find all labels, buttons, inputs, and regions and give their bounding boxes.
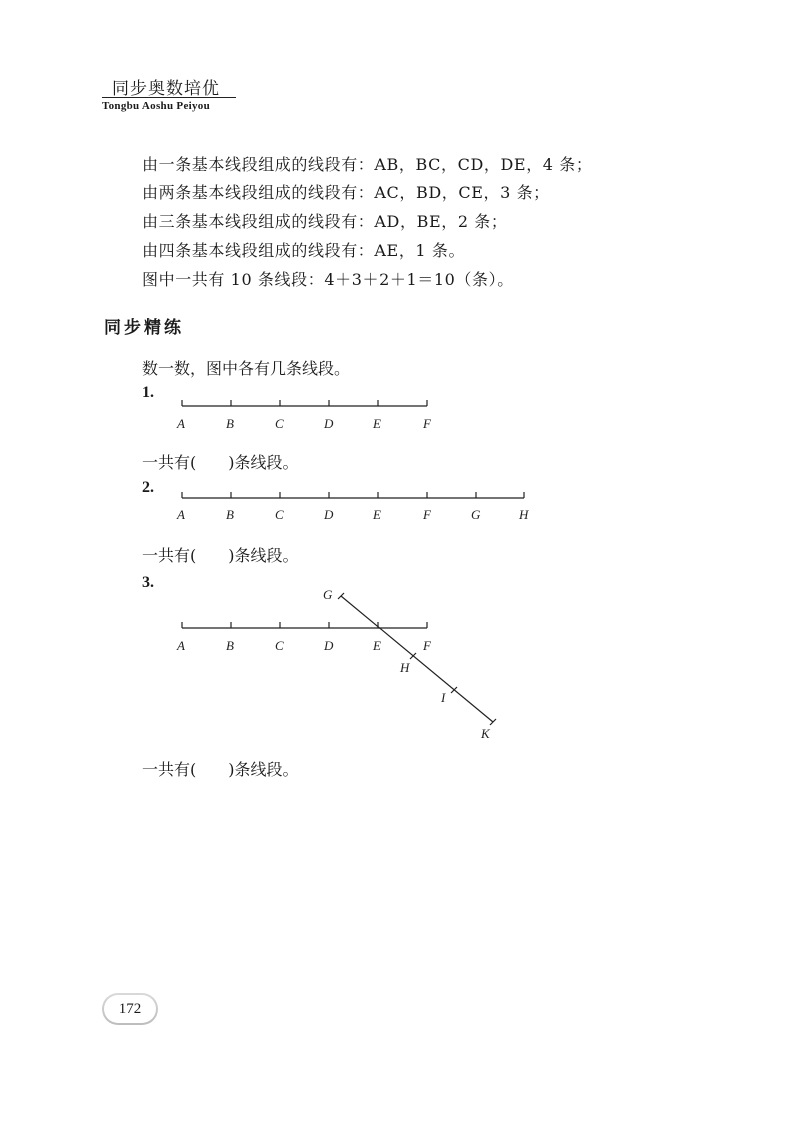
question-3-figure: [172, 578, 512, 748]
exercise-instruction: 数一数，图中各有几条线段。: [142, 359, 351, 378]
q3-label-k: K: [481, 726, 490, 741]
question-3-number: 3.: [142, 574, 154, 591]
q1-label-a: A: [177, 416, 185, 431]
q2-label-h: H: [519, 507, 529, 522]
question-2-answer: 一共有( )条线段。: [142, 546, 299, 565]
question-3-answer: 一共有( )条线段。: [142, 760, 299, 779]
q3-label-h: H: [400, 660, 410, 675]
q3-label-b: B: [226, 638, 234, 653]
solution-line-4: 由四条基本线段组成的线段有：AE，1 条。: [142, 241, 466, 260]
solution-line-1: 由一条基本线段组成的线段有：AB，BC，CD，DE，4 条；: [142, 155, 593, 174]
q1-label-e: E: [373, 416, 381, 431]
q1-label-c: C: [275, 416, 284, 431]
book-subtitle: Tongbu Aoshu Peiyou: [102, 100, 211, 112]
q3-label-c: C: [275, 638, 284, 653]
question-2-number: 2.: [142, 479, 154, 496]
q2-label-d: D: [324, 507, 334, 522]
q3-diagonal-line: [341, 596, 493, 722]
q3-label-i: I: [441, 690, 446, 705]
question-1-figure: [172, 396, 442, 438]
q3-label-f: F: [423, 638, 431, 653]
q3-label-g: G: [323, 587, 333, 602]
q2-label-g: G: [471, 507, 481, 522]
solution-summary: 图中一共有 10 条线段：4＋3＋2＋1＝10（条）。: [142, 270, 514, 289]
solution-line-3: 由三条基本线段组成的线段有：AD，BE，2 条；: [142, 212, 508, 231]
q1-label-b: B: [226, 416, 234, 431]
book-title: 同步奥数培优: [112, 79, 220, 99]
q1-label-d: D: [324, 416, 334, 431]
question-2-figure: [172, 488, 537, 530]
q2-label-f: F: [423, 507, 431, 522]
question-1-answer: 一共有( )条线段。: [142, 453, 299, 472]
q3-label-a: A: [177, 638, 185, 653]
q3-label-e: E: [373, 638, 381, 653]
q2-label-c: C: [275, 507, 284, 522]
q1-label-f: F: [423, 416, 431, 431]
solution-line-2: 由两条基本线段组成的线段有：AC，BD，CE，3 条；: [142, 183, 550, 202]
q2-label-a: A: [177, 507, 185, 522]
header-rule: [102, 97, 236, 98]
section-title: 同步精练: [104, 318, 184, 338]
q2-label-e: E: [373, 507, 381, 522]
q3-label-d: D: [324, 638, 334, 653]
q2-label-b: B: [226, 507, 234, 522]
page-number: 172: [104, 995, 156, 1023]
question-1-number: 1.: [142, 384, 154, 401]
